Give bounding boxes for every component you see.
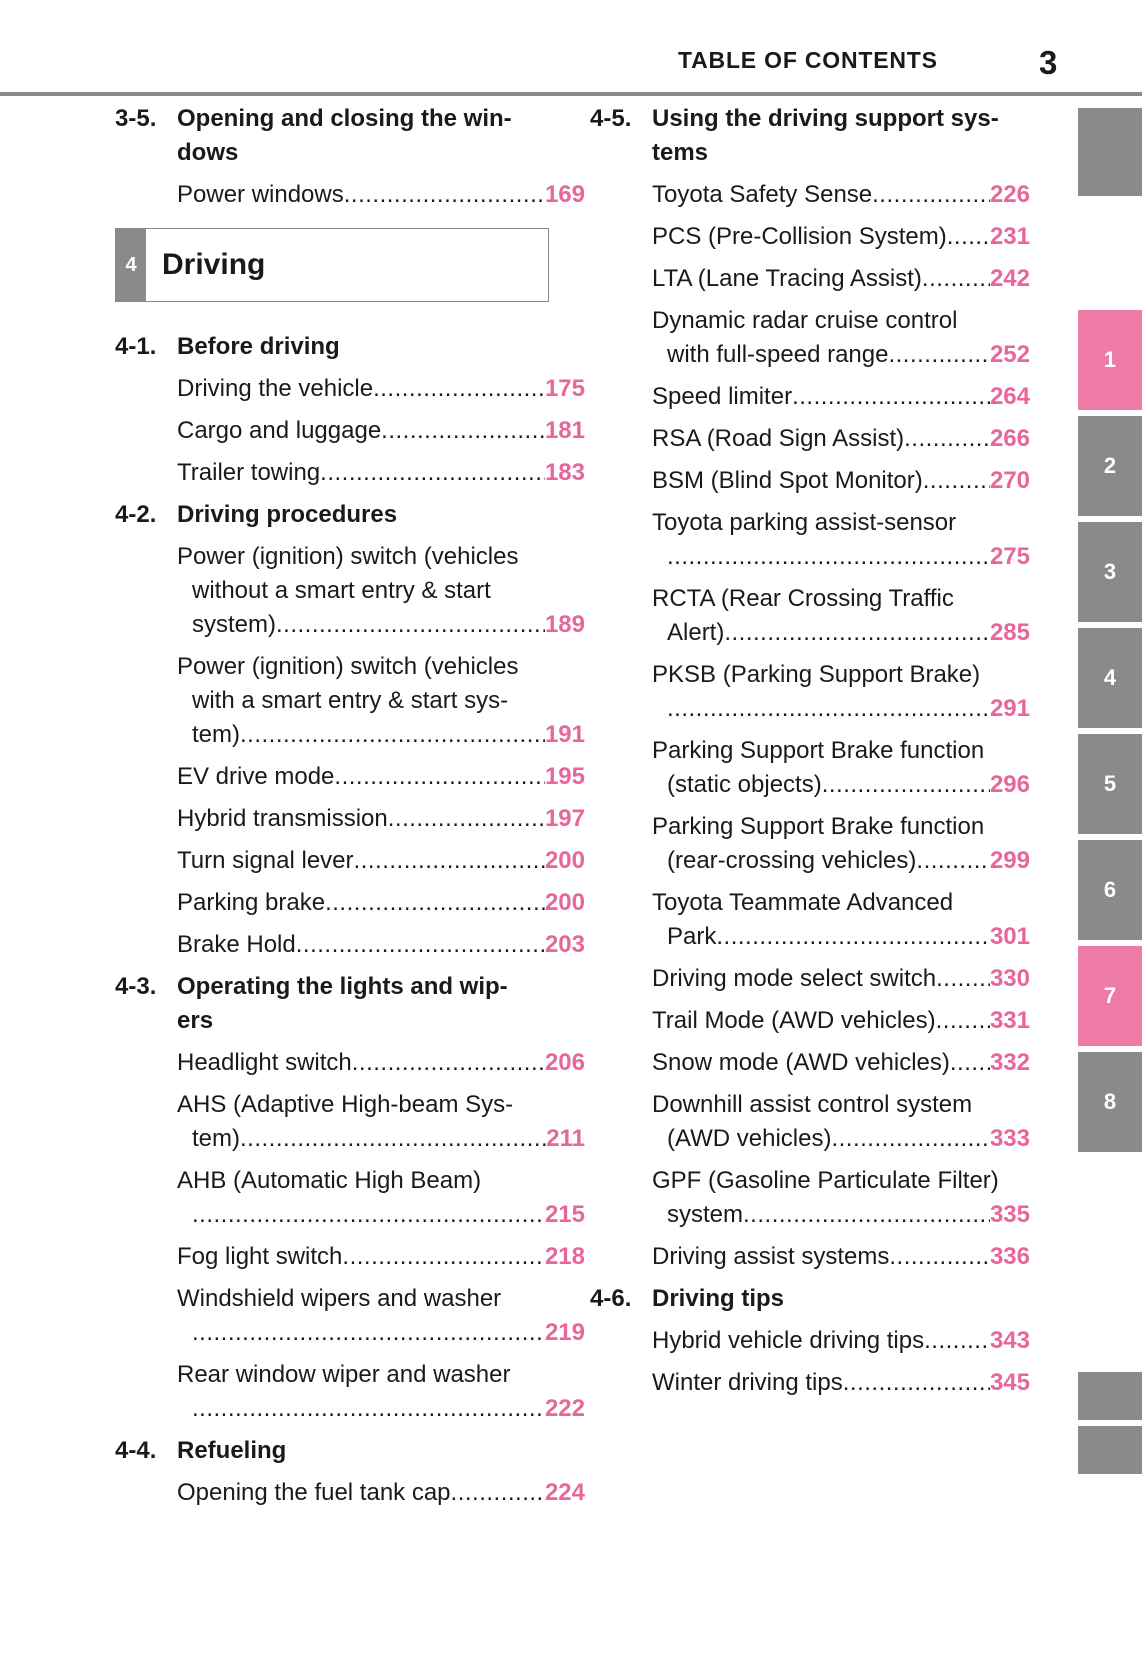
page-ref: 299: [989, 847, 1030, 874]
page-ref: 224: [544, 1479, 585, 1506]
header-title: TABLE OF CONTENTS: [678, 47, 938, 73]
page-ref: 169: [544, 181, 585, 208]
page-ref: 270: [989, 467, 1030, 494]
toc-entry-hybrid-transmission[interactable]: Hybrid transmission ..... 197: [177, 802, 585, 836]
page-ref: 189: [544, 611, 585, 638]
chapter-title: Driving: [162, 248, 266, 281]
side-tab-2[interactable]: 2: [1078, 416, 1142, 516]
toc-entry-parking-brake[interactable]: Parking brake ..... 200: [177, 886, 585, 920]
toc-entry-mode-switch[interactable]: Driving mode select switch ..... 330: [652, 962, 1030, 996]
toc-entry-ev-mode[interactable]: EV drive mode ..... 195: [177, 760, 585, 794]
section-3-5-heading: 3-5. Opening and closing the win- dows: [115, 105, 512, 166]
toc-entry-speed-limiter[interactable]: Speed limiter ..... 264: [652, 380, 1030, 414]
page-ref: 231: [989, 223, 1030, 250]
toc-left-column: [115, 102, 585, 1518]
toc-entry-gpf[interactable]: GPF (Gasoline Particulate Filter) system ..... 335: [652, 1164, 1030, 1232]
toc-entry-power-switch-smart[interactable]: Power (ignition) switch (vehicles with a smart entry & start sys- tem) ..... 191: [177, 650, 585, 752]
section-4-6-heading: 4-6. Driving tips: [590, 1285, 785, 1312]
toc-entry-bsm[interactable]: BSM (Blind Spot Monitor) ..... 270: [652, 464, 1030, 498]
toc-entry-fog-light[interactable]: Fog light switch ..... 218: [177, 1240, 585, 1274]
page-ref: 332: [989, 1049, 1030, 1076]
page-ref: 333: [989, 1125, 1030, 1152]
toc-entry-rcta[interactable]: RCTA (Rear Crossing Traffic Alert) ..... 285: [652, 582, 1030, 650]
page-ref: 183: [544, 459, 585, 486]
page-ref: 211: [546, 1125, 585, 1152]
side-tab-4[interactable]: 4: [1078, 628, 1142, 728]
toc-entry-downhill[interactable]: Downhill assist control system (AWD vehicles) ..... 333: [652, 1088, 1030, 1156]
page-ref: 197: [544, 805, 585, 832]
side-tab-7[interactable]: 7: [1078, 946, 1142, 1046]
page-ref: 335: [989, 1201, 1030, 1228]
toc-entry-power-windows[interactable]: Power windows ..... 169: [177, 178, 585, 212]
toc-entry-trailer[interactable]: Trailer towing ..... 183: [177, 456, 585, 490]
toc-entry-pksb[interactable]: PKSB (Parking Support Brake) ..... 291: [652, 658, 1030, 726]
page-ref: 291: [989, 695, 1030, 722]
toc-entry-ahs[interactable]: AHS (Adaptive High-beam Sys- tem) ..... 211: [177, 1088, 585, 1156]
header-divider: [0, 92, 1142, 96]
section-4-4-heading: 4-4. Refueling: [115, 1437, 287, 1464]
chapter-number: 4: [116, 229, 146, 301]
toc-entry-parking-sensor[interactable]: Toyota parking assist-sensor ..... 275: [652, 506, 1030, 574]
page-ref: 343: [989, 1327, 1030, 1354]
chapter-4-banner: [115, 228, 549, 302]
page-ref: 345: [989, 1369, 1030, 1396]
toc-entry-fuel-cap[interactable]: Opening the fuel tank cap ..... 224: [177, 1476, 585, 1510]
side-tab-8[interactable]: 8: [1078, 1052, 1142, 1152]
page-ref: 242: [989, 265, 1030, 292]
toc-entry-windshield-wipers[interactable]: Windshield wipers and washer ..... 219: [177, 1282, 585, 1350]
toc-entry-power-switch-no-smart[interactable]: Power (ignition) switch (vehicles without a smart entry & start system) ..... 189: [177, 540, 585, 642]
section-4-2-heading: 4-2. Driving procedures: [115, 501, 398, 528]
page-ref: 203: [544, 931, 585, 958]
toc-entry-cargo[interactable]: Cargo and luggage ..... 181: [177, 414, 585, 448]
page-ref: 181: [544, 417, 585, 444]
page-ref: 222: [544, 1395, 585, 1422]
page-number: 3: [1039, 44, 1058, 81]
toc-right-column: [590, 102, 1030, 1408]
toc-entry-trail-mode[interactable]: Trail Mode (AWD vehicles) ..... 331: [652, 1004, 1030, 1038]
page-ref: 264: [989, 383, 1030, 410]
page-ref: 175: [544, 375, 585, 402]
page-ref: 285: [989, 619, 1030, 646]
section-4-1-heading: 4-1. Before driving: [115, 333, 340, 360]
toc-entry-lta[interactable]: LTA (Lane Tracing Assist) ..... 242: [652, 262, 1030, 296]
toc-entry-teammate[interactable]: Toyota Teammate Advanced Park ..... 301: [652, 886, 1030, 954]
page-ref: 296: [989, 771, 1030, 798]
toc-entry-brake-hold[interactable]: Brake Hold ..... 203: [177, 928, 585, 962]
toc-entry-snow-mode[interactable]: Snow mode (AWD vehicles) ..... 332: [652, 1046, 1030, 1080]
toc-entry-pcs[interactable]: PCS (Pre-Collision System) ..... 231: [652, 220, 1030, 254]
page-ref: 252: [989, 341, 1030, 368]
toc-entry-turn-signal[interactable]: Turn signal lever ..... 200: [177, 844, 585, 878]
page-ref: 301: [989, 923, 1030, 950]
page-ref: 191: [544, 721, 585, 748]
toc-entry-psb-rear[interactable]: Parking Support Brake function (rear-crossing vehicles) ..... 299: [652, 810, 1030, 878]
page-ref: 330: [989, 965, 1030, 992]
toc-entry-radar-cruise[interactable]: Dynamic radar cruise control with full-speed range ..... 252: [652, 304, 1030, 372]
toc-entry-rsa[interactable]: RSA (Road Sign Assist) ..... 266: [652, 422, 1030, 456]
page-ref: 200: [544, 847, 585, 874]
page-ref: 336: [989, 1243, 1030, 1270]
toc-entry-rear-wiper[interactable]: Rear window wiper and washer ..... 222: [177, 1358, 585, 1426]
section-4-3-heading: 4-3. Operating the lights and wip- ers: [115, 973, 508, 1034]
side-tab-6[interactable]: 6: [1078, 840, 1142, 940]
toc-entry-hybrid-tips[interactable]: Hybrid vehicle driving tips ..... 343: [652, 1324, 1030, 1358]
side-tab-blank-index-2[interactable]: [1078, 1426, 1142, 1474]
side-tab-1[interactable]: 1: [1078, 310, 1142, 410]
section-4-5-heading: 4-5. Using the driving support sys- tems: [590, 105, 999, 166]
page-ref: 215: [544, 1201, 585, 1228]
page-ref: 266: [989, 425, 1030, 452]
toc-entry-headlight[interactable]: Headlight switch ..... 206: [177, 1046, 585, 1080]
toc-entry-psb-static[interactable]: Parking Support Brake function (static objects) ..... 296: [652, 734, 1030, 802]
page-ref: 219: [544, 1319, 585, 1346]
page-ref: 206: [544, 1049, 585, 1076]
side-tab-3[interactable]: 3: [1078, 522, 1142, 622]
page-ref: 195: [544, 763, 585, 790]
side-tab-blank-index-1[interactable]: [1078, 1372, 1142, 1420]
toc-entry-driving-vehicle[interactable]: Driving the vehicle ..... 175: [177, 372, 585, 406]
side-tab-blank-top[interactable]: [1078, 108, 1142, 196]
page-ref: 275: [989, 543, 1030, 570]
side-tab-5[interactable]: 5: [1078, 734, 1142, 834]
toc-entry-winter-tips[interactable]: Winter driving tips ..... 345: [652, 1366, 1030, 1400]
page-ref: 226: [989, 181, 1030, 208]
toc-entry-assist-systems[interactable]: Driving assist systems ..... 336: [652, 1240, 1030, 1274]
page-ref: 331: [989, 1007, 1030, 1034]
page-ref: 200: [544, 889, 585, 916]
toc-entry-tss[interactable]: Toyota Safety Sense ..... 226: [652, 178, 1030, 212]
toc-entry-ahb[interactable]: AHB (Automatic High Beam) ..... 215: [177, 1164, 585, 1232]
page-ref: 218: [544, 1243, 585, 1270]
